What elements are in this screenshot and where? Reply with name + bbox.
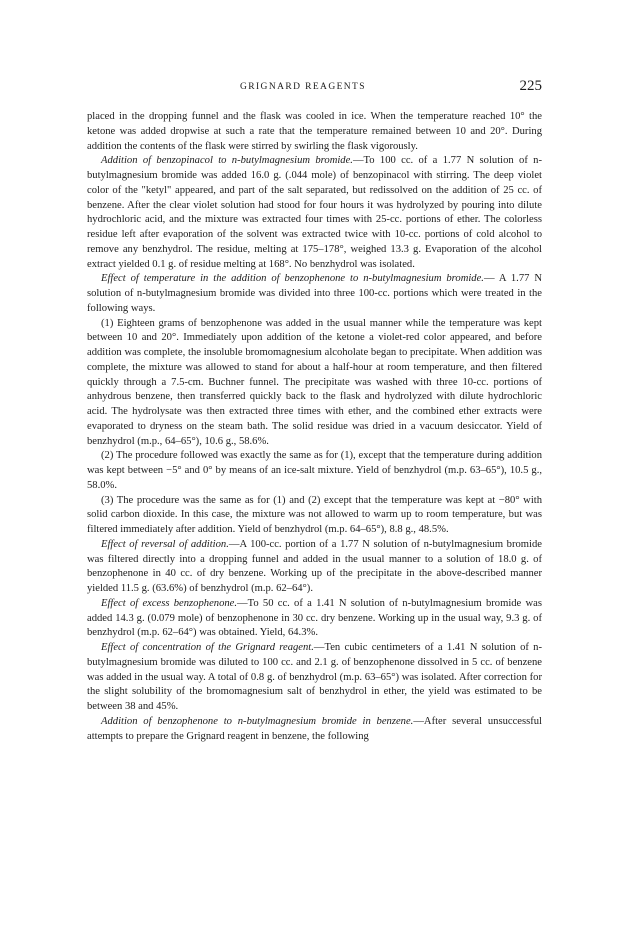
body-text (87, 110, 542, 744)
paragraph-heading: Addition of benzopinacol to n-butylmagnesium bromide. (101, 155, 353, 167)
paragraph-text: — A 1.77 N solution of n-butylmagnesium bromide was divided into three 100-cc. portions which were treated in the following ways. (87, 273, 542, 314)
paragraph (87, 715, 542, 745)
paragraph (87, 449, 542, 493)
paragraph-heading: Addition of benzophenone to n-butylmagnesium bromide in benzene. (101, 715, 414, 727)
paragraph-text: —After several unsuccessful attempts to prepare the Grignard reagent in benzene, the following (87, 715, 542, 742)
paragraph (87, 494, 542, 538)
paragraph (87, 110, 542, 154)
paragraph (87, 154, 542, 272)
paragraph (87, 538, 542, 597)
paragraph-text: placed in the dropping funnel and the flask was cooled in ice. When the temperature reached 10° the ketone was added dropwise at such a rate that the temperature remained between 10 and 20°. During addition the contents of the flask were stirred by swirling the flask vigorously. (87, 111, 542, 152)
paragraph-text: —Ten cubic centimeters of a 1.41 N solution of n-butylmagnesium bromide was diluted to 100 cc. and 2.1 g. of benzophenone dissolved in 5 cc. of benzene was added in the usual way. A total of 0.8 g. of benzhydrol (m.p. 63–65°) was isolated. After correction for the slight solubility of the bromomagnesium salt of benzhydrol in ether, the yield was estimated to be between 38 and 45%. (87, 642, 542, 712)
paragraph (87, 597, 542, 641)
paragraph-heading: Effect of temperature in the addition of benzophenone to n-butylmagnesium bromide. (101, 273, 484, 285)
paragraph (87, 272, 542, 316)
running-header-title: GRIGNARD REAGENTS (240, 82, 366, 92)
paragraph (87, 317, 542, 450)
paragraph-text: (2) The procedure followed was exactly the same as for (1), except that the temperature during addition was kept between −5° and 0° by means of an ice-salt mixture. Yield of benzhydrol (m.p. 63–65°), 10.5 g., 58.0%. (87, 450, 542, 491)
paragraph-text: (1) Eighteen grams of benzophenone was added in the usual manner while the temperature was kept between 10 and 20°. Immediately upon addition of the ketone a violet-red color appeared, and before addition was complete, the insoluble bromomagnesium alcoholate began to precipitate. When addition was complete, the mixture was allowed to stand for about a half-hour at room temperature, and then filtered quickly through a 7.5-cm. Buchner funnel. The precipitate was washed with three 10-cc. portions of anhydrous benzene, then transferred quickly back to the flask and hydrolyzed with dilute hydrochloric acid. The hydrolysate was then extracted three times with ether, and the combined ether extracts were evaporated to dryness on the steam bath. The solid residue was dried in a vacuum desiccator. Yield of benzhydrol (m.p., 64–65°), 10.6 g., 58.6%. (87, 317, 542, 447)
paragraph-text: —To 100 cc. of a 1.77 N solution of n-butylmagnesium bromide was added 16.0 g. (.044 mole) of benzopinacol with stirring. The deep violet color of the "ketyl" appeared, and part of the salt separated, but redissolved on the addition of 25 cc. of benzene. After the clear violet solution had stood for four hours it was hydrolyzed by pouring into dilute hydrochloric acid, and the mixture was extracted four times with 25-cc. portions of ether. The colorless residue left after evaporation of the solvent was extracted twice with 10-cc. portions of cold alcohol to remove any benzhydrol. The residue, melting at 175–178°, weighed 13.3 g. Evaporation of the alcohol extract yielded 0.1 g. of residue melting at 168°. No benzhydrol was isolated. (87, 155, 543, 270)
paragraph-text: —A 100-cc. portion of a 1.77 N solution of n-butylmagnesium bromide was filtered directly into a dropping funnel and added in the usual manner to a solution of 18.0 g. of benzophenone in 40 cc. of dry benzene. Working up of the precipitate in the above-described manner yielded 11.5 g. (63.6%) of benzhydrol (m.p. 62–64°). (87, 538, 542, 594)
paragraph-text: —To 50 cc. of a 1.41 N solution of n-butylmagnesium bromide was added 14.3 g. (0.079 mole) of benzophenone in 30 cc. dry benzene. Working up in the usual way, 9.3 g. of benzhydrol (m.p. 62–64°) was obtained. Yield, 64.3%. (87, 597, 542, 639)
paragraph-heading: Effect of reversal of addition. (101, 538, 229, 550)
paragraph-text: (3) The procedure was the same as for (1) and (2) except that the temperature was kept at −80° with solid carbon dioxide. In this case, the mixture was not allowed to warm up to room temperature, but was filtered immediately after addition. Yield of benzhydrol (m.p. 64–65°), 8.8 g., 48.5%. (87, 494, 542, 535)
page-number: 225 (519, 78, 542, 94)
paragraph-heading: Effect of concentration of the Grignard reagent. (101, 642, 314, 653)
paragraph (87, 641, 542, 715)
paragraph-heading: Effect of excess benzophenone. (101, 597, 238, 609)
